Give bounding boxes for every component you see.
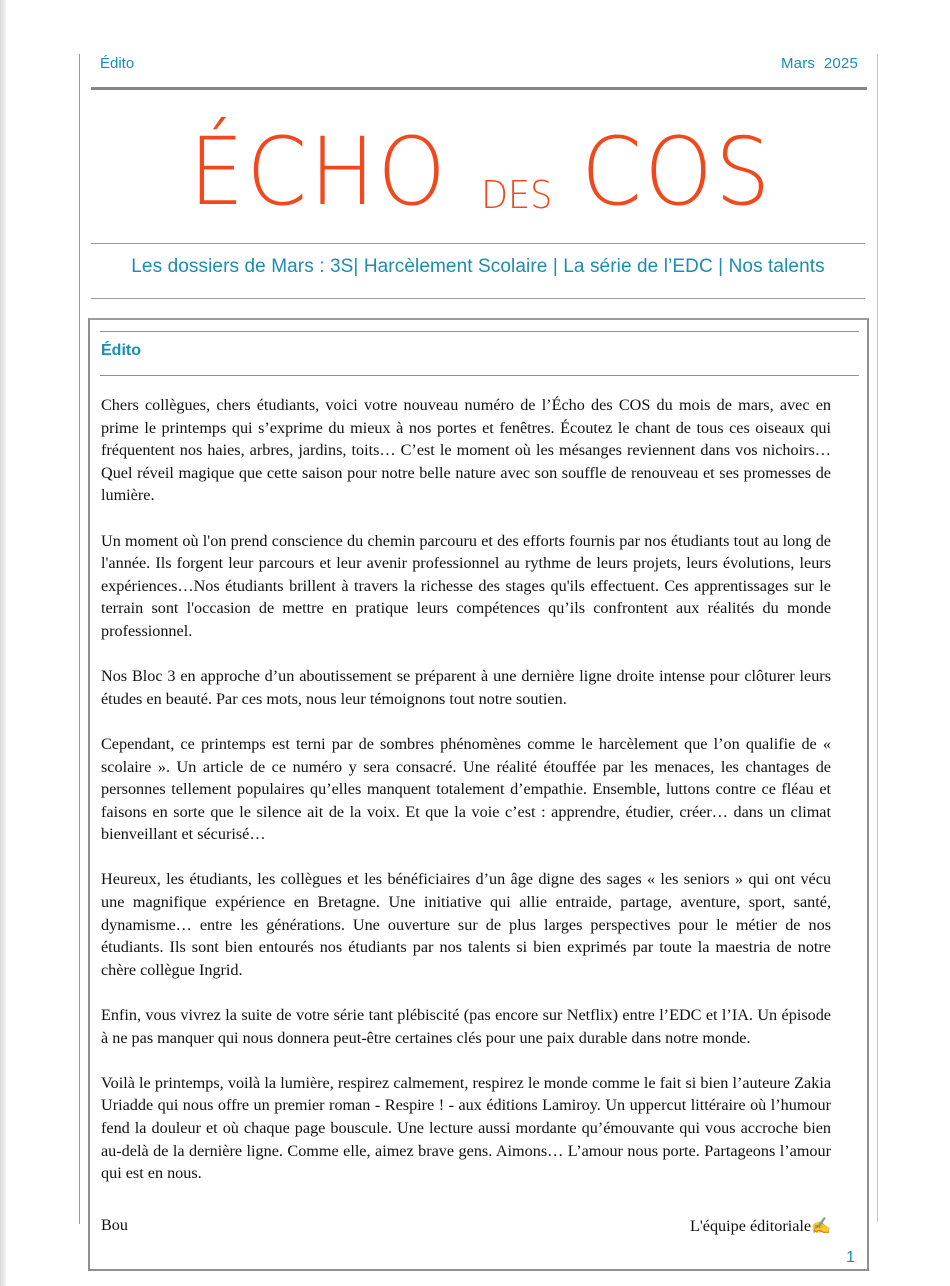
title-word-cos: COS	[581, 118, 774, 227]
title-word-des: DES	[481, 173, 553, 217]
header-divider	[91, 87, 867, 90]
signature-author: Bou	[101, 1216, 128, 1234]
signature-line	[101, 1216, 831, 1236]
page-margin-line-left	[79, 54, 80, 1224]
edito-title-rule-bottom	[100, 375, 859, 376]
header-date: Mars 2025	[780, 54, 858, 72]
edito-paragraph: Cependant, ce printemps est terni par de sombres phénomènes comme le harcèlement que l’on qualifie de « scolaire ». Un article de ce numéro y sera consacré. Une réalité étouffée par les menaces, les chantages de personnes tellement populaires qu’elles manquent totalement d’empathie. Ensemble, luttons contre ce fléau et faisons en sorte que le silence ait de la voix. Et que la voie c’est : apprendre, étudier, créer… dans un climat bienveillant et sécurisé…	[101, 734, 831, 844]
edito-paragraph: Un moment où l'on prend conscience du chemin parcouru et des efforts fournis par nos étudiants tout au long de l'année. Ils forgent leur parcours et leur avenir professionnel au rythme de leurs projets, leurs évolutions, leurs expériences…Nos étudiants brillent à travers la richesse des stages qu'ils effectuent. Ces apprentissages sur le terrain sont l'occasion de mettre en pratique leurs compétences qu’ils confrontent aux réalités du monde professionnel.	[101, 531, 831, 640]
edito-paragraph: Chers collègues, chers étudiants, voici votre nouveau numéro de l’Écho des COS du mois de mars, avec en prime le printemps qui s’exprime du mieux à nos portes et fenêtres. Écoutez le chant de tous ces oiseaux qui fréquentent nos haies, arbres, jardins, toits… C’est le moment où les mésanges reviennent dans vos nichoirs… Quel réveil magique que cette saison pour notre belle nature avec son souffle de renouveau et ses promesses de lumière.	[101, 396, 831, 505]
topics-divider-bottom	[91, 298, 865, 299]
edito-paragraph: Voilà le printemps, voilà la lumière, respirez calmement, respirez le monde comme le fait si bien l’auteure Zakia Uriadde qui nous offre un premier roman - Respire ! - aux éditions Lamiroy. Un uppercut littéraire où l’humour fend la douleur et où chaque page bouscule. Une lecture aussi mordante qu’émouvante qui vous accroche bien au-delà de la dernière ligne. Comme elle, aimez brave gens. Aimons… L’amour nous porte. Partageons l’amour qui est en nous.	[101, 1073, 831, 1183]
edito-body	[101, 394, 831, 1207]
newsletter-title	[80, 108, 880, 227]
writing-hand-icon: ✍	[811, 1218, 831, 1235]
page-number: 1	[846, 1249, 855, 1266]
edito-paragraph: Nos Bloc 3 en approche d’un aboutissement se préparent à une dernière ligne droite intense pour clôturer leurs études en beauté. Par ces mots, nous leur témoignons tout notre soutien.	[101, 667, 831, 708]
edito-title-rule-top	[100, 331, 859, 332]
topics-divider-top	[91, 243, 865, 244]
window-edge-shadow	[0, 0, 6, 1286]
edito-paragraph: Heureux, les étudiants, les collègues et les bénéficiaires d’un âge digne des sages « les seniors » qui ont vécu une magnifique expérience en Bretagne. Une initiative qui allie entraide, partage, aventure, sport, santé, dynamisme… entre les générations. Une ouverture sur de plus larges perspectives pour le métier de nos étudiants. Ils sont bien entourés nos étudiants par nos talents si bien exprimés par toute la maestria de notre chère collègue Ingrid.	[101, 870, 831, 979]
signature-team	[690, 1216, 831, 1236]
running-header	[100, 53, 858, 73]
edito-title: Édito	[101, 342, 141, 359]
signature-team-label: L'équipe éditoriale	[689, 1216, 812, 1235]
header-section-label: Édito	[100, 54, 135, 72]
edito-paragraph: Enfin, vous vivrez la suite de votre série tant plébiscité (pas encore sur Netflix) entre l’EDC et l’IA. Un épisode à ne pas manquer qui nous donnera peut-être certaines clés pour une paix durable dans notre monde.	[101, 1006, 831, 1047]
page-margin-line-right	[877, 54, 878, 1222]
topics-line: Les dossiers de Mars : 3S| Harcèlement Scolaire | La série de l’EDC | Nos talents	[131, 256, 825, 277]
edito-box	[88, 318, 869, 1271]
title-word-echo: ÉCHO	[189, 118, 449, 227]
